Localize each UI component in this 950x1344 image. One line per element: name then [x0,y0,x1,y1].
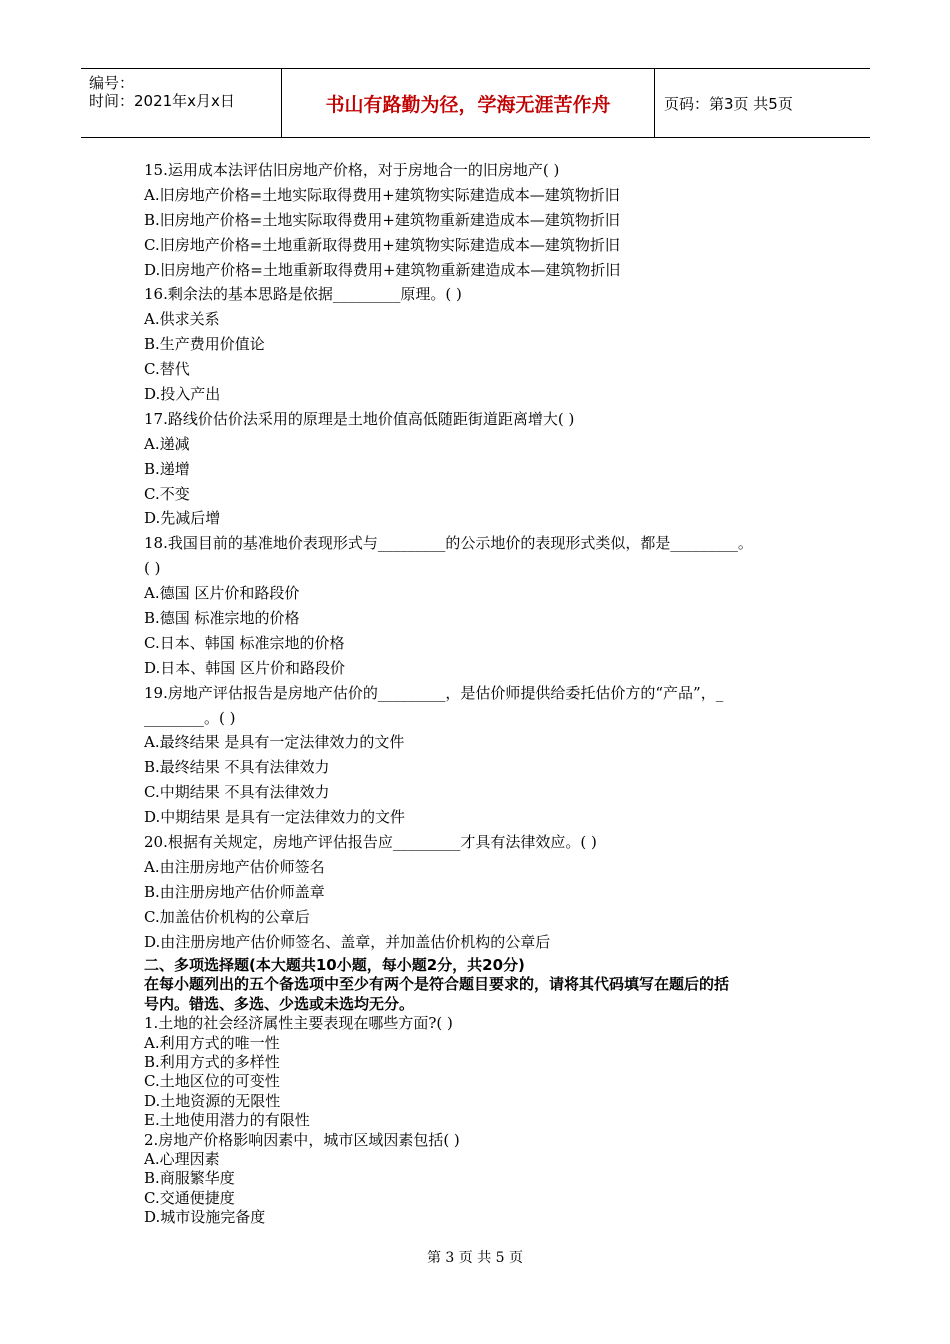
option-line: C.加盖估价机构的公章后 [144,907,310,926]
option-line: B.生产费用价值论 [144,335,265,354]
question-line: 16.剩余法的基本思路是依据_________原理。( ) [144,285,462,304]
option-line: A.由注册房地产估价师签名 [144,857,325,876]
option-line: A.递减 [144,434,190,453]
question-line-continued: ( ) [144,559,161,578]
option-line: C.土地区位的可变性 [144,1072,280,1091]
section-instruction: 号内。错选、多选、少选或未选均无分。 [144,994,415,1013]
header-motto: 书山有路勤为径，学海无涯苦作舟 [325,93,611,116]
question-line: 2.房地产价格影响因素中，城市区域因素包括( ) [144,1130,460,1149]
question-line-continued: ________。( ) [144,708,236,727]
section-heading: 二、多项选择题(本大题共10小题，每小题2分，共20分) [144,956,525,974]
section-instruction: 在每小题列出的五个备选项中至少有两个是符合题目要求的，请将其代码填写在题后的括 [144,975,730,994]
option-line: D.日本、韩国 区片价和路段价 [144,658,346,677]
option-line: A.旧房地产价格=土地实际取得费用+建筑物实际建造成本—建筑物折旧 [144,185,620,204]
header-page-info: 页码：第3页 共5页 [664,95,793,113]
header-time-label: 时间：2021年x月x日 [89,92,235,110]
option-line: A.最终结果 是具有一定法律效力的文件 [144,733,405,752]
option-line: B.商服繁华度 [144,1169,235,1188]
option-line: A.利用方式的唯一性 [144,1033,280,1052]
option-line: C.交通便捷度 [144,1188,235,1207]
option-line: B.利用方式的多样性 [144,1052,280,1071]
option-line: B.由注册房地产估价师盖章 [144,882,325,901]
option-line: C.日本、韩国 标准宗地的价格 [144,633,345,652]
header-divider-right [654,69,655,137]
option-line: D.中期结果 是具有一定法律效力的文件 [144,808,406,827]
option-line: D.由注册房地产估价师签名、盖章，并加盖估价机构的公章后 [144,932,551,951]
question-line: 20.根据有关规定，房地产评估报告应_________才具有法律效应。( ) [144,833,597,852]
option-line: C.不变 [144,484,190,503]
option-line: E.土地使用潜力的有限性 [144,1111,310,1130]
option-line: D.投入产出 [144,385,221,404]
option-line: D.城市设施完备度 [144,1208,266,1227]
option-line: C.替代 [144,360,190,379]
option-line: C.旧房地产价格=土地重新取得费用+建筑物实际建造成本—建筑物折旧 [144,235,620,254]
option-line: B.最终结果 不具有法律效力 [144,758,330,777]
option-line: D.先减后增 [144,509,221,528]
question-line: 15.运用成本法评估旧房地产价格，对于房地合一的旧房地产( ) [144,161,560,179]
single-choice-section [144,158,834,955]
multiple-choice-section [144,956,834,1227]
option-line: B.旧房地产价格=土地实际取得费用+建筑物重新建造成本—建筑物折旧 [144,210,620,229]
header-number-label: 编号： [89,74,135,92]
question-line: 1.土地的社会经济属性主要表现在哪些方面?( ) [144,1014,453,1033]
option-line: A.供求关系 [144,310,220,329]
option-line: B.德国 标准宗地的价格 [144,609,300,628]
option-line: A.德国 区片价和路段价 [144,584,300,603]
option-line: D.旧房地产价格=土地重新取得费用+建筑物重新建造成本—建筑物折旧 [144,260,621,279]
question-line: 17.路线价估价法采用的原理是土地价值高低随距街道距离增大( ) [144,409,575,428]
option-line: D.土地资源的无限性 [144,1091,281,1110]
page-header [81,68,870,138]
header-meta [81,69,281,137]
question-line: 18.我国目前的基准地价表现形式与_________的公示地价的表现形式类似，都是_________。 [144,534,753,553]
question-line: 19.房地产评估报告是房地产估价的_________，是估价师提供给委托估价方的“产品”，_ [144,683,724,702]
page-footer: 第 3 页 共 5 页 [426,1250,524,1266]
option-line: B.递增 [144,459,190,478]
option-line: C.中期结果 不具有法律效力 [144,783,330,802]
option-line: A.心理因素 [144,1149,220,1168]
